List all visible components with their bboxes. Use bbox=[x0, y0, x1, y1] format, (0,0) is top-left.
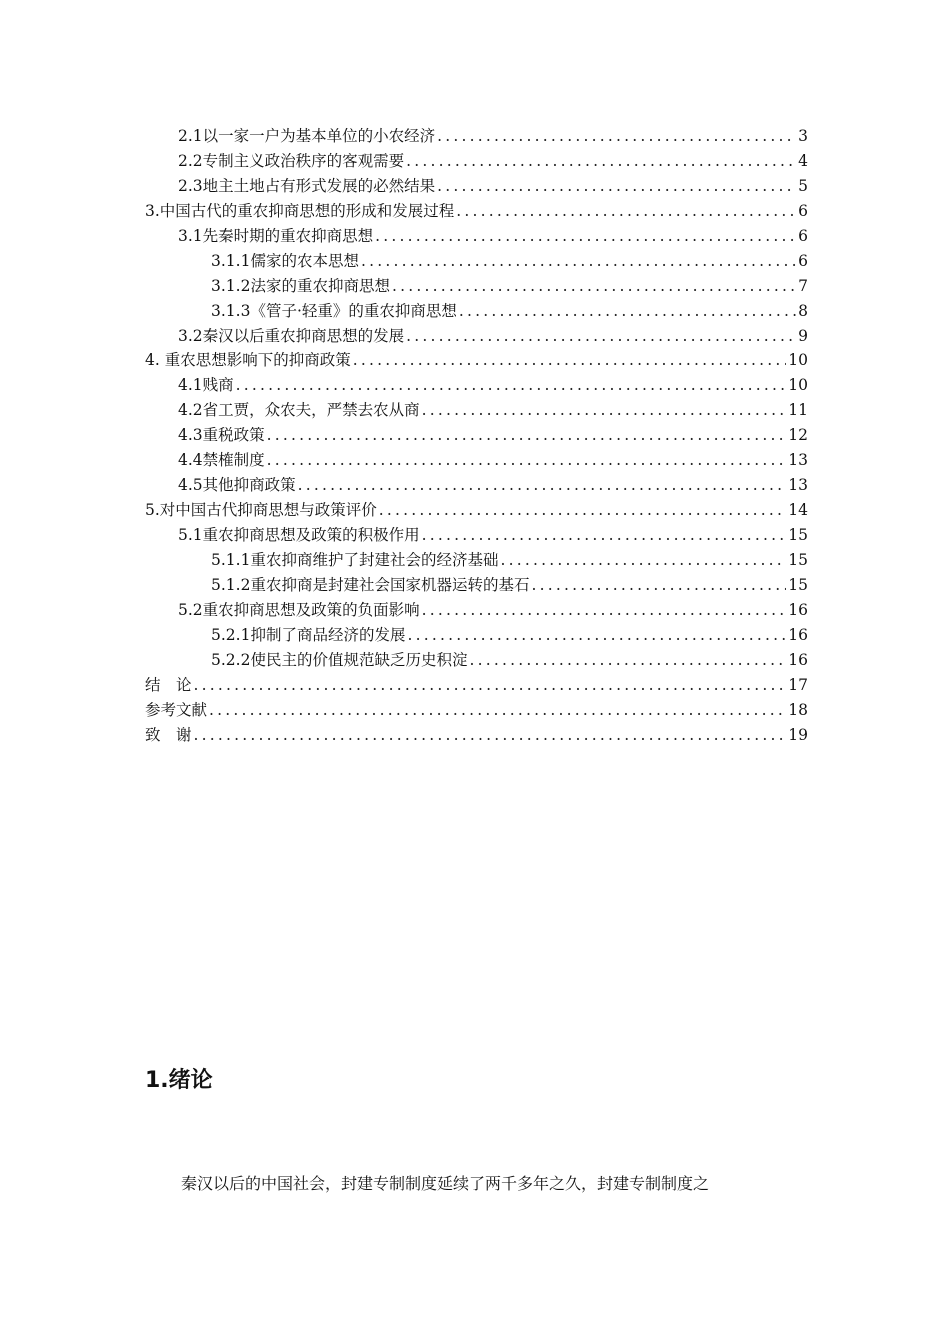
toc-page-number: 13 bbox=[788, 451, 808, 470]
toc-entry-title: 结 论 bbox=[145, 675, 192, 694]
toc-entry[interactable] bbox=[145, 648, 808, 673]
toc-entry-title: 2.2专制主义政治秩序的客观需要 bbox=[178, 151, 405, 170]
toc-entry-title: 参考文献 bbox=[145, 700, 208, 719]
toc-entry-title: 4. 重农思想影响下的抑商政策 bbox=[145, 351, 351, 370]
toc-entry-title: 3.中国古代的重农抑商思想的形成和发展过程 bbox=[145, 201, 455, 220]
toc-dot-leader bbox=[236, 373, 787, 398]
toc-entry-title: 致 谢 bbox=[145, 725, 192, 744]
toc-entry[interactable] bbox=[145, 473, 808, 498]
toc-page-number: 16 bbox=[788, 650, 808, 669]
toc-entry-title: 5.2重农抑商思想及政策的负面影响 bbox=[178, 600, 420, 619]
toc-entry[interactable] bbox=[145, 174, 808, 199]
toc-entry-title: 5.2.2使民主的价值规范缺乏历史积淀 bbox=[211, 650, 468, 669]
toc-page-number: 10 bbox=[788, 351, 808, 370]
toc-dot-leader bbox=[194, 723, 787, 748]
toc-entry-title: 5.1.2重农抑商是封建社会国家机器运转的基石 bbox=[211, 575, 530, 594]
toc-page-number: 17 bbox=[788, 675, 808, 694]
toc-entry-title: 3.1.2法家的重农抑商思想 bbox=[211, 276, 390, 295]
toc-entry[interactable] bbox=[145, 573, 808, 598]
toc-page-number: 13 bbox=[788, 476, 808, 495]
toc-entry[interactable] bbox=[145, 299, 808, 324]
toc-entry[interactable] bbox=[145, 548, 808, 573]
toc-dot-leader bbox=[375, 224, 796, 249]
toc-entry[interactable] bbox=[145, 598, 808, 623]
toc-page-number: 7 bbox=[798, 276, 808, 295]
toc-dot-leader bbox=[392, 274, 796, 299]
toc-entry-title: 3.1.3《管子·轻重》的重农抑商思想 bbox=[211, 301, 457, 320]
toc-page-number: 15 bbox=[788, 550, 808, 569]
toc-entry[interactable] bbox=[145, 523, 808, 548]
toc-dot-leader bbox=[422, 598, 787, 623]
toc-dot-leader bbox=[194, 673, 787, 698]
toc-page-number: 6 bbox=[798, 201, 808, 220]
toc-page-number: 11 bbox=[788, 401, 808, 420]
toc-page-number: 15 bbox=[788, 526, 808, 544]
toc-entry[interactable] bbox=[145, 274, 808, 299]
toc-dot-leader bbox=[267, 423, 787, 448]
toc-page-number: 14 bbox=[788, 501, 808, 520]
toc-entry-title: 4.1贱商 bbox=[178, 376, 234, 395]
toc-page-number: 12 bbox=[788, 426, 808, 445]
toc-dot-leader bbox=[379, 498, 786, 523]
toc-entry[interactable] bbox=[145, 698, 808, 723]
toc-dot-leader bbox=[406, 149, 796, 174]
toc-page-number: 4 bbox=[798, 151, 808, 170]
toc-entry[interactable] bbox=[145, 623, 808, 648]
toc-entry[interactable] bbox=[145, 348, 808, 373]
toc-entry[interactable] bbox=[145, 324, 808, 349]
toc-entry-title: 2.3地主土地占有形式发展的必然结果 bbox=[178, 176, 436, 195]
toc-entry[interactable] bbox=[145, 398, 808, 423]
toc-entry[interactable] bbox=[145, 249, 808, 274]
toc-entry-title: 5.1.1重农抑商维护了封建社会的经济基础 bbox=[211, 550, 499, 569]
toc-dot-leader bbox=[437, 174, 796, 199]
table-of-contents bbox=[145, 124, 808, 747]
toc-dot-leader bbox=[406, 324, 796, 349]
toc-entry-title: 4.3重税政策 bbox=[178, 426, 265, 445]
toc-page-number: 8 bbox=[798, 301, 808, 320]
toc-page-number: 16 bbox=[788, 600, 808, 619]
toc-page-number: 19 bbox=[788, 725, 808, 744]
toc-entry[interactable] bbox=[145, 199, 808, 224]
toc-entry-title: 5.2.1抑制了商品经济的发展 bbox=[211, 625, 406, 644]
toc-dot-leader bbox=[459, 299, 796, 324]
toc-dot-leader bbox=[456, 199, 796, 224]
toc-dot-leader bbox=[500, 548, 786, 573]
toc-page-number: 15 bbox=[788, 575, 808, 594]
toc-entry-title: 2.1以一家一户为基本单位的小农经济 bbox=[178, 127, 436, 145]
toc-entry[interactable] bbox=[145, 723, 808, 748]
toc-page-number: 18 bbox=[788, 700, 808, 719]
toc-page-number: 10 bbox=[788, 376, 808, 395]
toc-entry-title: 3.1.1儒家的农本思想 bbox=[211, 251, 359, 270]
toc-entry[interactable] bbox=[145, 149, 808, 174]
toc-dot-leader bbox=[209, 698, 786, 723]
toc-dot-leader bbox=[469, 648, 786, 673]
toc-dot-leader bbox=[422, 523, 787, 548]
toc-entry-title: 3.1先秦时期的重农抑商思想 bbox=[178, 226, 374, 245]
toc-page-number: 6 bbox=[798, 226, 808, 245]
toc-entry[interactable] bbox=[145, 124, 808, 149]
toc-dot-leader bbox=[422, 398, 787, 423]
toc-entry[interactable] bbox=[145, 448, 808, 473]
toc-entry[interactable] bbox=[145, 673, 808, 698]
toc-page-number: 3 bbox=[798, 127, 808, 145]
body-paragraph: 秦汉以后的中国社会，封建专制制度延续了两千多年之久，封建专制制度之 bbox=[181, 1174, 710, 1193]
toc-entry[interactable] bbox=[145, 224, 808, 249]
toc-dot-leader bbox=[361, 249, 796, 274]
toc-page-number: 16 bbox=[788, 625, 808, 644]
toc-dot-leader bbox=[407, 623, 786, 648]
toc-dot-leader bbox=[353, 348, 787, 373]
toc-page-number: 6 bbox=[798, 251, 808, 270]
toc-entry-title: 4.5其他抑商政策 bbox=[178, 476, 296, 495]
toc-entry[interactable] bbox=[145, 373, 808, 398]
toc-entry-title: 4.2省工贾，众农夫，严禁去农从商 bbox=[178, 401, 420, 420]
toc-entry[interactable] bbox=[145, 498, 808, 523]
toc-page-number: 5 bbox=[798, 176, 808, 195]
toc-entry-title: 5.1重农抑商思想及政策的积极作用 bbox=[178, 526, 420, 544]
section-heading: 1.绪论 bbox=[145, 1068, 213, 1093]
toc-entry-title: 3.2秦汉以后重农抑商思想的发展 bbox=[178, 326, 405, 345]
toc-entry-title: 5.对中国古代抑商思想与政策评价 bbox=[145, 501, 377, 520]
toc-dot-leader bbox=[267, 448, 787, 473]
toc-entry-title: 4.4禁榷制度 bbox=[178, 451, 265, 470]
toc-dot-leader bbox=[531, 573, 786, 598]
toc-dot-leader bbox=[298, 473, 787, 498]
toc-entry[interactable] bbox=[145, 423, 808, 448]
toc-dot-leader bbox=[437, 124, 796, 149]
toc-page-number: 9 bbox=[798, 326, 808, 345]
